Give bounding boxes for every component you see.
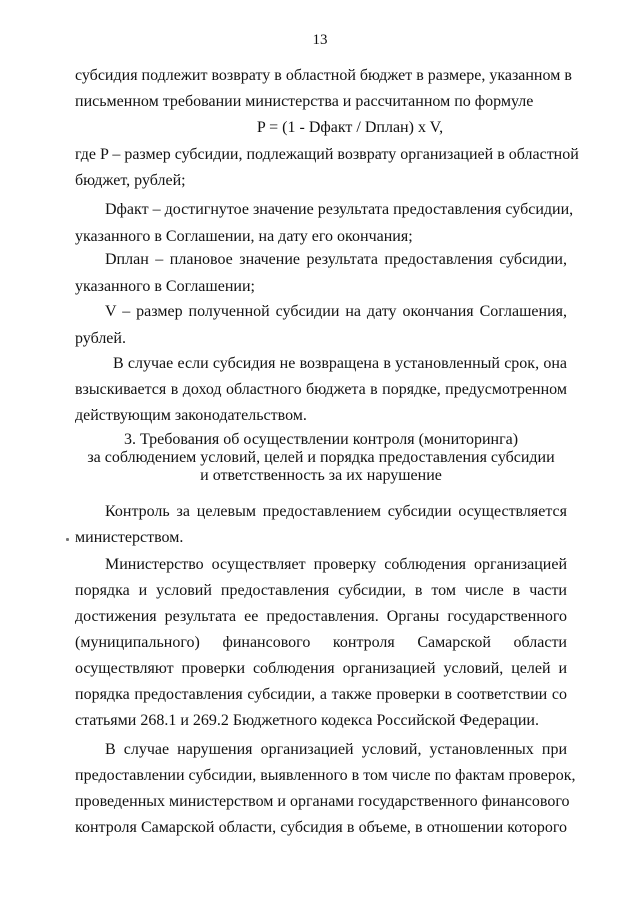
section-heading: за соблюдением условий, целей и порядка предоставления субсидии xyxy=(87,449,555,466)
text-line: Министерство осуществляет проверку соблюдения организацией xyxy=(105,556,567,573)
text-line: бюджет, рублей; xyxy=(75,172,186,189)
text-line: субсидия подлежит возврату в областной бюджет в размере, указанном в xyxy=(75,67,572,84)
section-heading: 3. Требования об осуществлении контроля (мониторинга) xyxy=(123,431,519,448)
text-line: где P – размер субсидии, подлежащий возврату организацией в областной xyxy=(75,146,579,163)
text-line: предоставлении субсидии, выявленного в том числе по фактам проверок, xyxy=(75,767,576,784)
text-line: Dплан – плановое значение результата предоставления субсидии, xyxy=(105,251,567,268)
page-number: 13 xyxy=(312,32,328,48)
formula: P = (1 - Dфакт / Dплан) x V, xyxy=(256,119,444,136)
text-line: порядка предоставления субсидии, а также проверки в соответствии со xyxy=(75,686,567,703)
margin-mark xyxy=(66,538,69,541)
text-line: действующим законодательством. xyxy=(75,407,307,424)
text-line: указанного в Соглашении; xyxy=(75,278,255,295)
text-line: министерством. xyxy=(75,529,184,546)
text-line: V – размер полученной субсидии на дату окончания Соглашения, xyxy=(105,303,567,320)
text-line: Dфакт – достигнутое значение результата предоставления субсидии, xyxy=(105,201,574,218)
text-line: В случае если субсидия не возвращена в установленный срок, она xyxy=(113,355,567,372)
text-line: порядка и условий предоставления субсидии, в том числе в части xyxy=(75,582,567,599)
text-line: проведенных министерством и органами государственного финансового xyxy=(75,793,570,810)
text-line: статьями 268.1 и 269.2 Бюджетного кодекса Российской Федерации. xyxy=(75,712,539,729)
section-heading: и ответственность за их нарушение xyxy=(200,467,442,484)
text-line: контроля Самарской области, субсидия в объеме, в отношении которого xyxy=(75,819,567,836)
text-line: достижения результата ее предоставления. Органы государственного xyxy=(75,608,567,625)
text-line: письменном требовании министерства и рассчитанном по формуле xyxy=(75,93,534,110)
text-line: В случае нарушения организацией условий, установленных при xyxy=(105,741,567,758)
text-line: взыскивается в доход областного бюджета в порядке, предусмотренном xyxy=(75,381,567,398)
text-line: указанного в Соглашении, на дату его окончания; xyxy=(75,228,413,245)
text-line: (муниципального) финансового контроля Самарской области xyxy=(75,634,567,651)
text-line: осуществляют проверки соблюдения организацией условий, целей и xyxy=(75,660,567,677)
text-line: рублей. xyxy=(75,330,126,347)
text-line: Контроль за целевым предоставлением субсидии осуществляется xyxy=(105,503,567,520)
